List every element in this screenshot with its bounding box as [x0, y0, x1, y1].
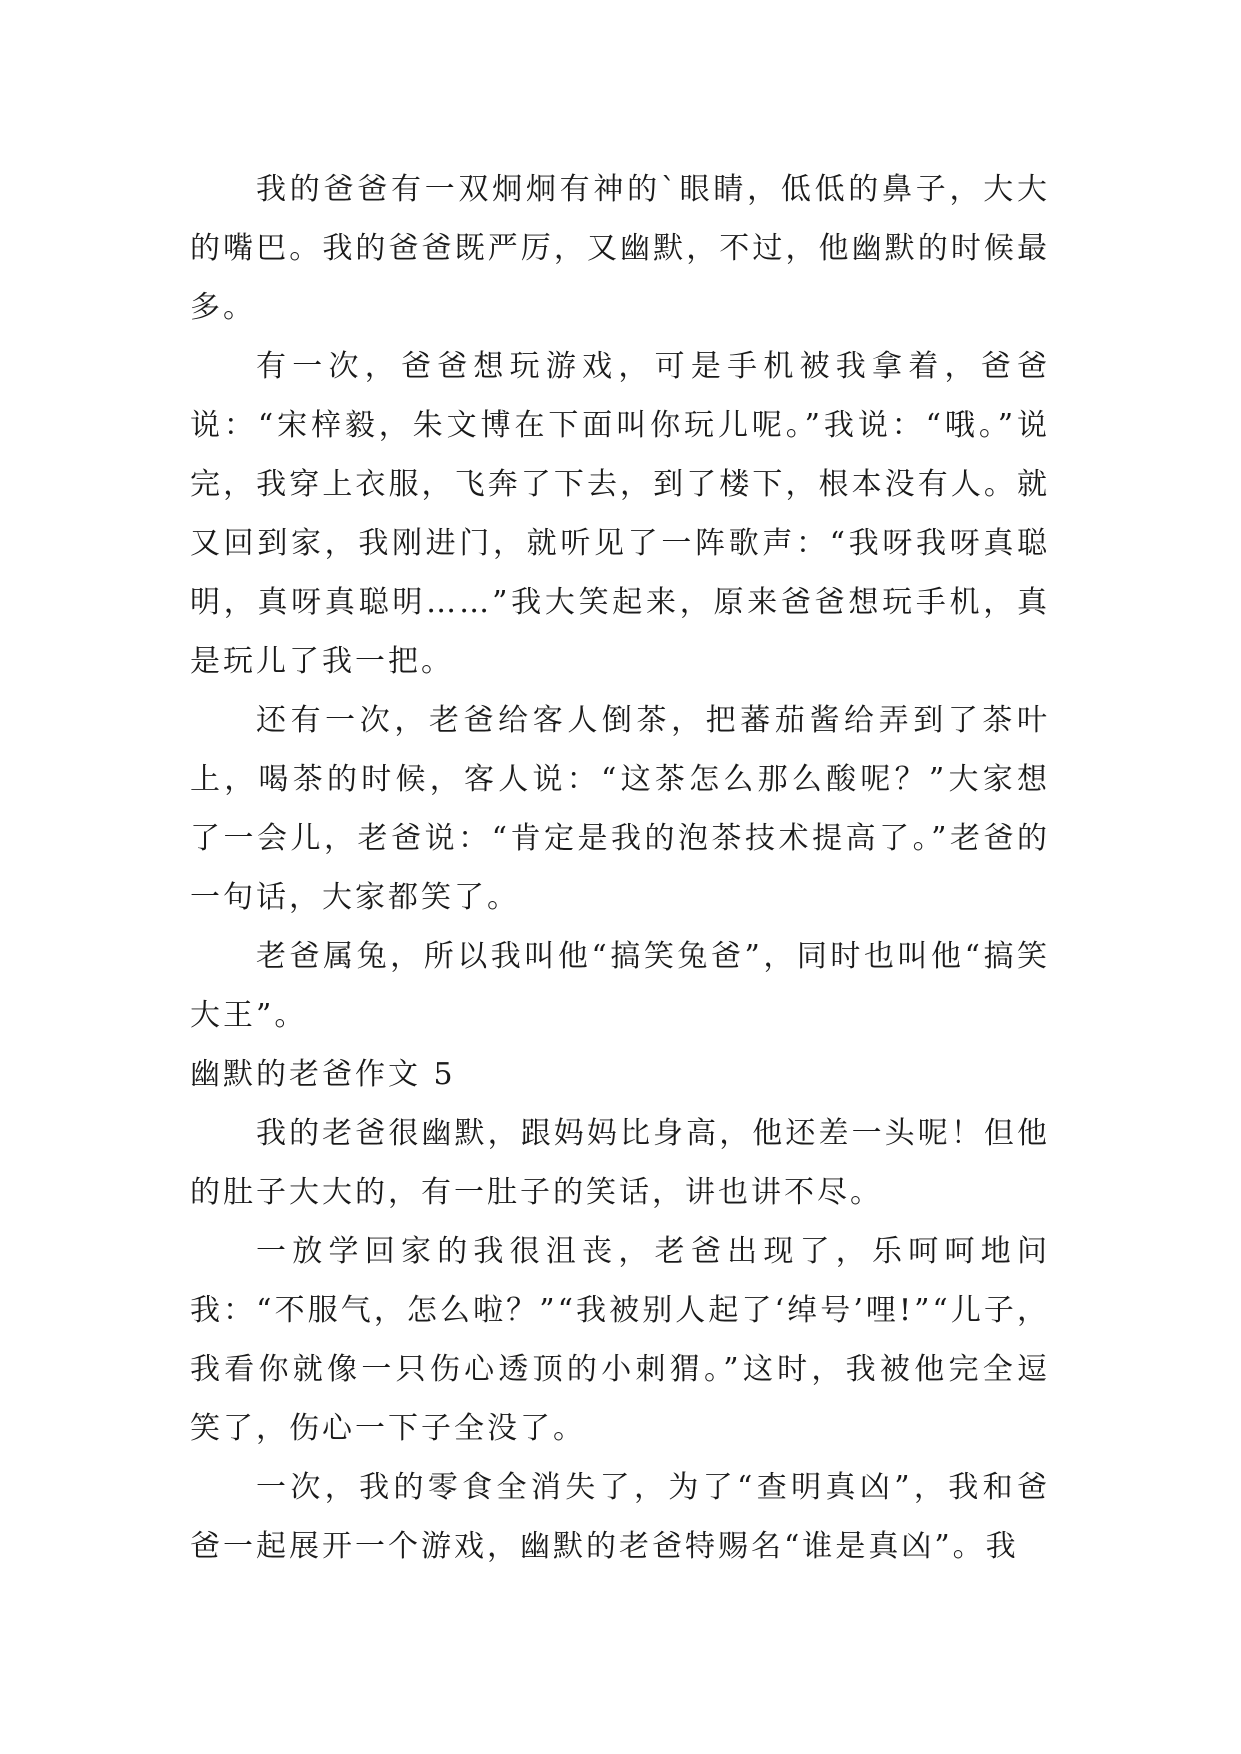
- document-body: [190, 160, 1050, 1576]
- section-title: 幽默的老爸作文 5: [190, 1057, 456, 1092]
- paragraph-1: 我的爸爸有一双炯炯有神的`眼睛，低低的鼻子，大大的嘴巴。我的爸爸既严厉，又幽默，不过，他幽默的时候最多。: [190, 172, 1050, 325]
- paragraph-2: 有一次，爸爸想玩游戏，可是手机被我拿着，爸爸说：“宋梓毅，朱文博在下面叫你玩儿呢。”我说：“哦。”说完，我穿上衣服，飞奔了下去，到了楼下，根本没有人。就又回到家，我刚进门，就听见了一阵歌声：“我呀我呀真聪明，真呀真聪明……”我大笑起来，原来爸爸想玩手机，真是玩儿了我一把。: [190, 349, 1050, 679]
- paragraph-3: 还有一次，老爸给客人倒茶，把蕃茄酱给弄到了茶叶上，喝茶的时候，客人说：“这茶怎么那么酸呢？”大家想了一会儿，老爸说：“肯定是我的泡茶技术提高了。”老爸的一句话，大家都笑了。: [190, 703, 1050, 915]
- paragraph-6: 一放学回家的我很沮丧，老爸出现了，乐呵呵地问我：“不服气，怎么啦？”“我被别人起了‘绰号’哩!”“儿子，我看你就像一只伤心透顶的小刺猬。”这时，我被他完全逗笑了，伤心一下子全没了。: [190, 1234, 1050, 1446]
- paragraph-7: 一次，我的零食全消失了，为了“查明真凶”，我和爸爸一起展开一个游戏，幽默的老爸特赐名“谁是真凶”。我: [190, 1470, 1050, 1564]
- paragraph-4: 老爸属兔，所以我叫他“搞笑兔爸”，同时也叫他“搞笑大王”。: [190, 939, 1050, 1033]
- paragraph-5: 我的老爸很幽默，跟妈妈比身高，他还差一头呢！但他的肚子大大的，有一肚子的笑话，讲也讲不尽。: [190, 1116, 1050, 1210]
